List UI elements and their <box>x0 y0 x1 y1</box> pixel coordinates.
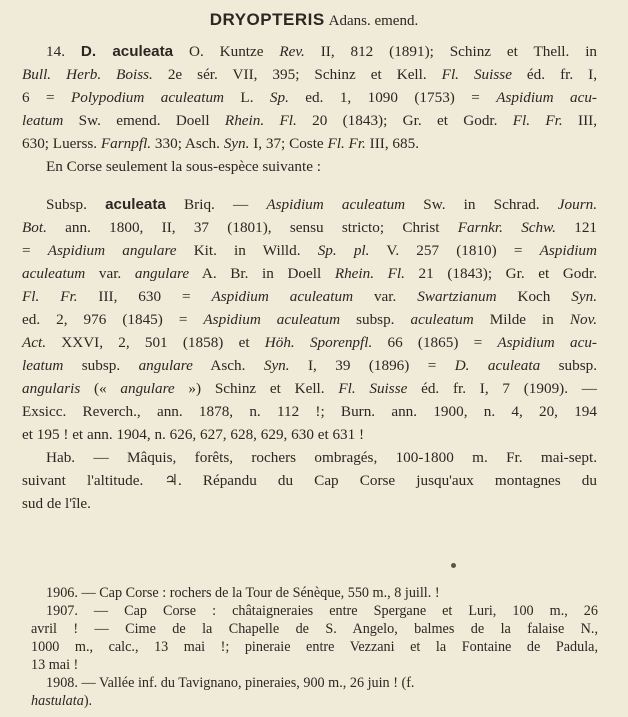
text-line: avril ! — Cime de la Chapelle de S. Angelo, balmes de la falaise N., <box>31 621 598 637</box>
text-line: Bot. ann. 1800, II, 37 (1801), sensu stricto; Christ Farnkr. Schw. 121 <box>22 219 597 236</box>
text-line: En Corse seulement la sous-espèce suivante : <box>46 158 321 175</box>
text-line: 1908. — Vallée inf. du Tavignano, pineraies, 900 m., 26 juin ! (f. <box>46 675 415 691</box>
text-line: leatum subsp. angulare Asch. Syn. I, 39 (1896) = D. aculeata subsp. <box>22 357 597 374</box>
text-line: ed. 2, 976 (1845) = Aspidium aculeatum subsp. aculeatum Milde in Nov. <box>22 311 598 328</box>
text-line: Exsicc. Reverch., ann. 1878, n. 112 !; Burn. ann. 1900, n. 4, 20, 194 <box>22 403 597 420</box>
text-line: et 195 ! et ann. 1904, n. 626, 627, 628, 629, 630 et 631 ! <box>22 426 365 443</box>
text-line: Fl. Fr. III, 630 = Aspidium aculeatum var. Swartzianum Koch Syn. <box>22 288 598 305</box>
genus-authority: Adans. emend. <box>328 13 419 29</box>
text-line: 1906. — Cap Corse : rochers de la Tour de Sénèque, 550 m., 8 juill. ! <box>46 585 440 601</box>
text-line: 1000 m., calc., 13 mai !; pineraie entre Vezzani et la Fontaine de Padula, <box>31 639 598 655</box>
text-line: suivant l'altitude. ♃. Répandu du Cap Corse jusqu'aux montagnes du <box>22 472 597 489</box>
text-line: leatum Sw. emend. Doell Rhein. Fl. 20 (1843); Gr. et Godr. Fl. Fr. III, <box>22 112 598 129</box>
separator-dot <box>451 563 456 568</box>
text-line: 630; Luerss. Farnpfl. 330; Asch. Syn. I, 37; Coste Fl. Fr. III, 685. <box>22 135 420 152</box>
text-line: Hab. — Mâquis, forêts, rochers ombragés, 100-1800 m. Fr. mai-sept. <box>46 449 597 466</box>
text-line: sud de l'île. <box>22 495 91 512</box>
text-line: = Aspidium angulare Kit. in Willd. Sp. pl. V. 257 (1810) = Aspidium <box>22 242 597 259</box>
text-line: hastulata). <box>31 693 93 709</box>
text-line: 14. D. aculeata O. Kuntze Rev. II, 812 (1891); Schinz et Thell. in <box>46 43 598 60</box>
text-line: 1907. — Cap Corse : châtaigneraies entre Spergane et Luri, 100 m., 26 <box>46 603 598 619</box>
page-header <box>0 10 628 30</box>
text-line: 6 = Polypodium aculeatum L. Sp. ed. 1, 1090 (1753) = Aspidium acu- <box>22 89 597 106</box>
text-line: Act. XXVI, 2, 501 (1858) et Höh. Sporenpfl. 66 (1865) = Aspidium acu- <box>22 334 597 351</box>
text-line: Subsp. aculeata Briq. — Aspidium aculeatum Sw. in Schrad. Journ. <box>46 196 597 213</box>
text-line: Bull. Herb. Boiss. 2e sér. VII, 395; Schinz et Kell. Fl. Suisse éd. fr. I, <box>22 66 597 83</box>
genus-title: DRYOPTERIS <box>209 10 325 29</box>
text-line: aculeatum var. angulare A. Br. in Doell Rhein. Fl. 21 (1843); Gr. et Godr. <box>22 265 597 282</box>
text-line: angularis (« angulare ») Schinz et Kell. Fl. Suisse éd. fr. I, 7 (1909). — <box>22 380 597 397</box>
text-line: 13 mai ! <box>31 657 79 673</box>
